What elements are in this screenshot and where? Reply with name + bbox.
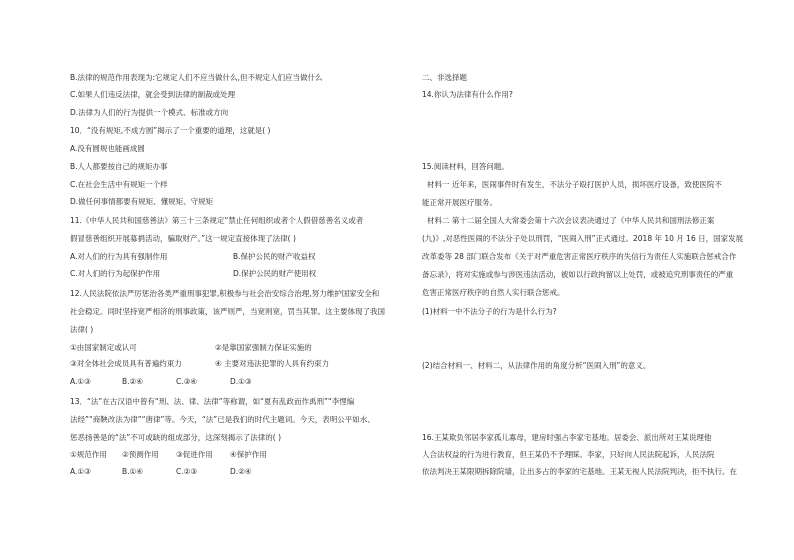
q13-stem-1: 13．“法”在古汉语中曾有“刑、法、律、法律”等称谓，如“夏有乱政而作禹刑”“李悝编 xyxy=(70,397,355,406)
q10-option-c: C.在社会生活中有规矩一个样 xyxy=(70,180,168,189)
q12-option-b: B.②④ xyxy=(122,377,143,386)
q12-statement-4: ④ 主要对违法犯罪的人具有约束力 xyxy=(215,359,330,368)
q11-option-c: C.对人们的行为起保护作用 xyxy=(70,269,161,278)
q10-option-d: D.做任何事情都要有规矩、懂规矩、守规矩 xyxy=(70,197,214,206)
q15-material2-line3: 改革委等 28 部门联合发布《关于对严重危害正常医疗秩序的失信行为责任人实施联合惩戒合作 xyxy=(422,252,737,261)
q11-option-b: B.保护公民的财产收益权 xyxy=(233,252,316,261)
q11-option-d: D.保护公民的财产使用权 xyxy=(233,269,317,278)
q13-stem-3: 惩恶扬善是的“法”不可或缺的组成部分，这深刻揭示了法律的( ) xyxy=(70,433,282,442)
q9-option-c: C.如果人们违反法律，就会受到法律的制裁或处理 xyxy=(70,90,236,99)
q12-option-c: C.③④ xyxy=(176,377,198,386)
q12-statement-2: ②是靠国家强制力保证实施的 xyxy=(215,343,312,352)
q12-statement-3: ③对全体社会成员具有普遍约束力 xyxy=(70,359,182,368)
q12-stem-1: 12.人民法院依法严厉惩治各类严重刑事犯罪,积极参与社会治安综合治理,努力维护国家安全和 xyxy=(70,289,380,298)
q12-stem-3: 法律( ) xyxy=(70,325,94,334)
q13-statement-1: ①规范作用 xyxy=(70,450,107,459)
q11-option-a: A.对人们的行为具有强制作用 xyxy=(70,252,168,261)
q12-statement-1: ①由国家制定或认可 xyxy=(70,343,137,352)
q16-line2: 人合法权益的行为进行教育，但王某仍不予理睬。李家，只好向人民法院起诉，人民法院 xyxy=(422,450,715,459)
q15-material2-line4: 备忘录》，将对实施或参与涉医违法活动，被如以行政拘留以上处罚，或被追究刑事责任的严重 xyxy=(422,270,734,279)
q11-stem-1: 11.《中华人民共和国慈善法》第三十三条规定“禁止任何组织或者个人假借慈善名义或者 xyxy=(70,216,364,225)
q13-option-b: B.①④ xyxy=(122,467,143,476)
q15-subquestion-1: (1)材料一中不法分子的行为是什么行为? xyxy=(422,307,557,316)
q16-line1: 16.王某欺负邻居李家孤儿寡母，建房时强占李家宅基地。居委会、派出所对王某说理他 xyxy=(422,433,712,442)
q14-stem: 14.你认为法律有什么作用? xyxy=(422,90,513,99)
q15-material2-line1: 材料二 第十二届全国人大常委会第十六次会议表决通过了《中华人民共和国刑法修正案 xyxy=(427,216,715,225)
section-title: 二、非选择题 xyxy=(422,73,467,82)
q13-stem-2: 法经”“商鞅改法为律”“唐律”等。今天，“法”已是我们的时代主题词。今天，表明公平如水、 xyxy=(70,415,375,424)
q15-material1-line1: 材料一 近年来，医闹事件时有发生，不法分子殴打医护人员，损坏医疗设备，致使医院不 xyxy=(427,180,722,189)
q15-subquestion-2: (2)结合材料一、材料二，从法律作用的角度分析“医闹入刑”的意义。 xyxy=(422,361,651,370)
q12-stem-2: 社会稳定。同时坚持宽严相济的刑事政策，该严则严，当宽则宽，罚当其罪。这主要体现了我国 xyxy=(70,307,385,316)
q10-option-a: A.没有圆规也能画成圆 xyxy=(70,144,145,153)
q15-stem: 15.阅读材料，回答问题。 xyxy=(422,162,509,171)
q11-stem-2: 假冒慈善组织开展募捐活动，骗取财产。”这一规定直接体现了法律( ) xyxy=(70,234,296,243)
q9-option-d: D.法律为人们的行为提供一个模式、标准或方向 xyxy=(70,108,229,117)
q13-option-c: C.②③ xyxy=(176,467,198,476)
q13-statement-2: ②预测作用 xyxy=(122,450,159,459)
q15-material2-line2: (九)》,对恶性医闹的不法分子处以刑罚，“医闹入刑”正式通过。2018 年 10 月 16 日，国家发展 xyxy=(422,234,744,243)
q10-option-b: B.人人都要按自己的规矩办事 xyxy=(70,162,168,171)
q13-statement-4: ④保护作用 xyxy=(230,450,267,459)
q15-material2-line5: 危害正常医疗秩序的自然人实行联合惩戒。 xyxy=(422,288,565,297)
q13-option-a: A.①③ xyxy=(70,467,91,476)
q16-line3: 依法判决王某限期拆除院墙，让出多占的李家的宅基地。王某无视人民法院判决，拒不执行。在 xyxy=(422,467,737,476)
q13-statement-3: ③促进作用 xyxy=(176,450,213,459)
q10-stem: 10．“没有规矩,不成方圆”揭示了一个重要的道理，这就是( ) xyxy=(70,126,271,135)
q9-option-b: B.法律的规范作用表现为:它规定人们不应当做什么,但不规定人们应当做什么 xyxy=(70,73,323,82)
q12-option-d: D.①③ xyxy=(230,377,252,386)
q13-option-d: D.②④ xyxy=(230,467,252,476)
q15-material1-line2: 能正常开展医疗服务。 xyxy=(422,198,497,207)
q12-option-a: A.①③ xyxy=(70,377,91,386)
